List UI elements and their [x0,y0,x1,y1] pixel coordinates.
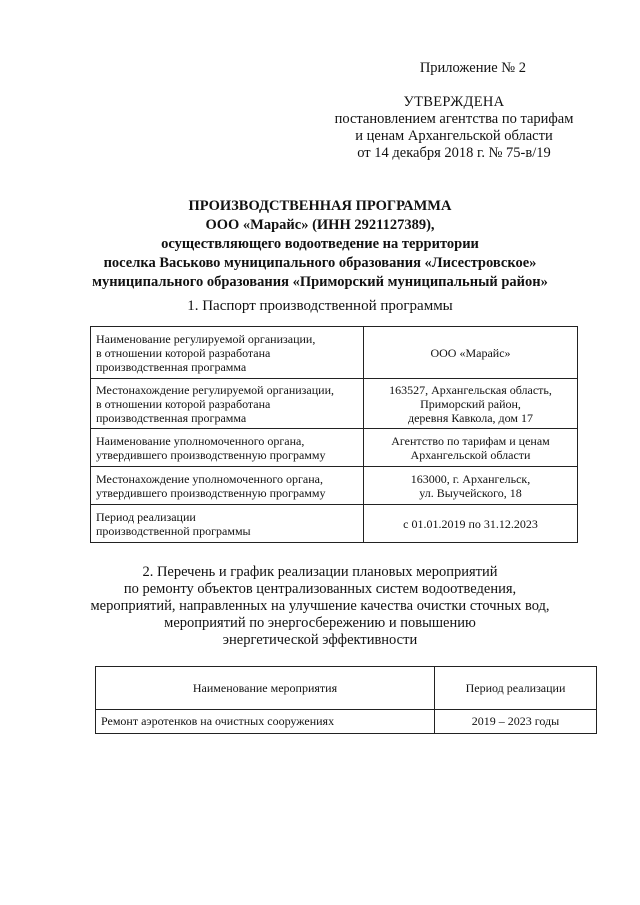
table-row [91,379,578,429]
approval-line-2: и ценам Архангельской области [355,128,553,144]
document-title [60,197,580,292]
heading-line: по ремонту объектов централизованных систем водоотведения, [123,581,517,597]
passport-value-cell [364,327,578,379]
section-1-heading: 1. Паспорт производственной программы [187,298,453,314]
cell-line: в отношении которой разработана [96,345,271,360]
passport-value-cell [364,429,578,467]
cell-line: деревня Кавкола, дом 17 [407,410,534,425]
cell-line: Наименование регулируемой организации, [96,331,316,346]
title-line-3: осуществляющего водоотведение на территории [161,236,479,252]
annex-number: Приложение № 2 [419,60,526,76]
heading-line: 2. Перечень и график реализации плановых мероприятий [142,564,498,580]
cell-line: Приморский район, [420,396,521,411]
passport-value-cell [364,467,578,505]
heading-line: мероприятий, направленных на улучшение качества очистки сточных вод, [90,598,550,614]
title-line-1: ПРОИЗВОДСТВЕННАЯ ПРОГРАММА [188,198,452,214]
cell-line: в отношении которой разработана [96,396,271,411]
passport-label-cell [91,327,364,379]
cell-line: утвердившего производственную программу [96,485,326,500]
approval-line-1: постановлением агентства по тарифам [334,111,574,127]
cell-line: Период реализации [96,509,196,524]
passport-label-cell [91,429,364,467]
heading-line: мероприятий по энергосбережению и повышению [164,615,476,631]
passport-value-cell [364,505,578,543]
event-name-cell: Ремонт аэротенков на очистных сооружениях [96,710,435,734]
cell-line: 163527, Архангельская область, [389,382,552,397]
section-2-heading [80,564,560,649]
cell-line: Наименование уполномоченного органа, [96,433,305,448]
passport-label-cell [91,505,364,543]
column-header-period: Период реализации [435,667,597,710]
table-row [91,429,578,467]
cell-line: 163000, г. Архангельск, [410,471,531,486]
title-line-2: ООО «Марайс» (ИНН 2921127389), [205,217,435,233]
cell-line: с 01.01.2019 по 31.12.2023 [403,516,538,531]
cell-line: утвердившего производственную программу [96,447,326,462]
table-row [91,505,578,543]
cell-line: ООО «Марайс» [430,345,511,360]
cell-line: Архангельской области [410,447,531,462]
table-row [91,327,578,379]
cell-line: производственной программы [96,523,251,538]
passport-label-cell [91,379,364,429]
events-table [95,666,597,734]
cell-line: Местонахождение уполномоченного органа, [96,471,323,486]
title-line-5: муниципального образования «Приморский муниципальный район» [92,274,548,290]
title-line-4: поселка Васьково муниципального образования «Лисестровское» [103,255,537,271]
table-row [91,467,578,505]
approval-line-3: от 14 декабря 2018 г. № 75-в/19 [357,145,551,161]
cell-line: Местонахождение регулируемой организации, [96,382,335,397]
event-period-cell: 2019 – 2023 годы [435,710,597,734]
table-header-row [96,667,597,710]
cell-line: ул. Выучейского, 18 [419,485,522,500]
passport-table [90,326,578,543]
passport-label-cell [91,467,364,505]
table-row [96,710,597,734]
cell-line: Агентство по тарифам и ценам [391,433,550,448]
approval-stamp [330,60,578,162]
heading-line: энергетической эффективности [222,632,418,648]
cell-line: производственная программа [96,359,247,374]
approved-heading: УТВЕРЖДЕНА [403,94,505,110]
passport-value-cell [364,379,578,429]
column-header-name: Наименование мероприятия [96,667,435,710]
cell-line: производственная программа [96,410,247,425]
